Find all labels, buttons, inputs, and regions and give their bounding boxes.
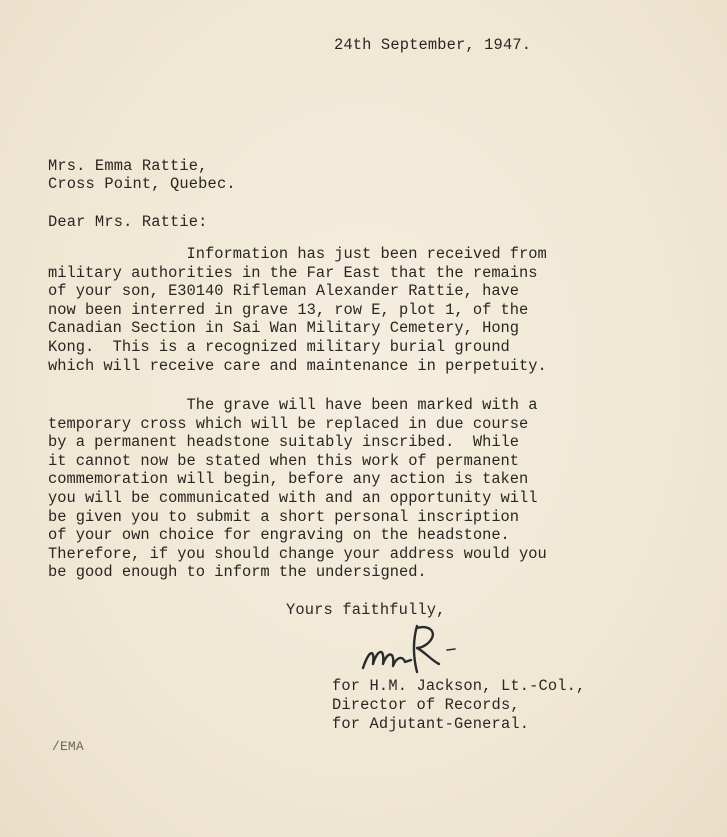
paragraph-line: which will receive care and maintenance in perpetuity.: [48, 356, 547, 375]
paragraph-line: Kong. This is a recognized military burial ground: [48, 337, 510, 356]
paragraph-line: be good enough to inform the undersigned.: [48, 563, 427, 582]
paragraph-line: commemoration will begin, before any action is taken: [48, 470, 529, 489]
paragraph-line: Therefore, if you should change your address would you: [48, 544, 547, 563]
recipient-name: Mrs. Emma Rattie,: [48, 157, 208, 175]
paragraph-line: temporary cross which will be replaced in due course: [48, 414, 529, 433]
paragraph-line: it cannot now be stated when this work of permanent: [48, 451, 520, 470]
signatory-office: for Adjutant-General.: [332, 715, 530, 733]
paragraph-line: military authorities in the Far East that the remains: [48, 263, 538, 282]
paragraph-line: of your son, E30140 Rifleman Alexander Rattie, have: [48, 282, 520, 301]
closing: Yours faithfully,: [286, 601, 446, 619]
paragraph-line: be given you to submit a short personal inscription: [48, 507, 520, 526]
handwritten-signature: [355, 620, 465, 682]
signatory-title: Director of Records,: [332, 696, 520, 714]
paragraph-line: now been interred in grave 13, row E, plot 1, of the: [48, 300, 529, 319]
paragraph-1: [48, 245, 547, 375]
paragraph-line: of your own choice for engraving on the headstone.: [48, 526, 510, 545]
paragraph-line: The grave will have been marked with a: [48, 396, 538, 414]
recipient-address: Cross Point, Quebec.: [48, 175, 236, 193]
paragraph-line: Canadian Section in Sai Wan Military Cemetery, Hong: [48, 319, 520, 338]
signatory-name: for H.M. Jackson, Lt.-Col.,: [332, 677, 586, 695]
paragraph-line: Information has just been received from: [48, 245, 547, 263]
paragraph-line: by a permanent headstone suitably inscribed. While: [48, 433, 520, 452]
salutation: Dear Mrs. Rattie:: [48, 213, 208, 231]
paragraph-2: [48, 396, 547, 582]
reference-initials: /EMA: [52, 739, 84, 754]
letter-date: 24th September, 1947.: [334, 36, 532, 54]
paragraph-line: you will be communicated with and an opportunity will: [48, 488, 538, 507]
